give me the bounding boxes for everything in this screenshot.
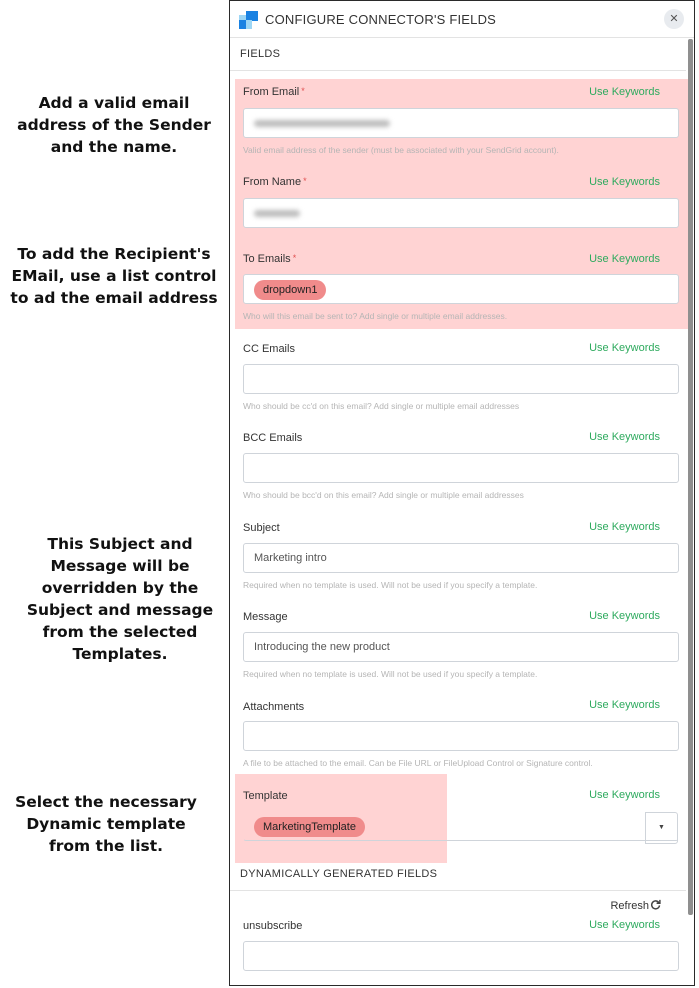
bcc-emails-use-keywords[interactable]: Use Keywords <box>589 431 660 443</box>
attachments-help: A file to be attached to the email. Can be File URL or FileUpload Control or Signature control. <box>243 758 593 768</box>
bcc-emails-field[interactable] <box>243 453 679 483</box>
to-emails-label: To Emails * <box>243 253 297 265</box>
template-label: Template <box>243 790 288 802</box>
attachments-field[interactable] <box>243 721 679 751</box>
to-emails-chip[interactable]: dropdown1 <box>254 280 326 300</box>
annotation-sender: Add a valid email address of the Sender and the name. <box>17 94 211 156</box>
template-chip[interactable]: MarketingTemplate <box>254 817 365 837</box>
cc-emails-help: Who should be cc'd on this email? Add single or multiple email addresses <box>243 401 520 411</box>
unsubscribe-use-keywords[interactable]: Use Keywords <box>589 919 660 931</box>
annotation-recipient: To add the Recipient's EMail, use a list control to ad the email address <box>10 245 218 307</box>
from-email-use-keywords[interactable]: Use Keywords <box>589 86 660 98</box>
configure-fields-dialog <box>229 0 695 986</box>
bcc-emails-label: BCC Emails <box>243 432 303 444</box>
close-icon[interactable]: ✕ <box>664 9 684 29</box>
template-select[interactable] <box>243 811 679 841</box>
to-emails-help: Who will this email be sent to? Add single or multiple email addresses. <box>243 311 508 321</box>
cc-emails-use-keywords[interactable]: Use Keywords <box>589 342 660 354</box>
refresh-icon <box>650 899 661 910</box>
dynamic-section-title: DYNAMICALLY GENERATED FIELDS <box>240 868 438 880</box>
template-use-keywords[interactable]: Use Keywords <box>589 789 660 801</box>
message-label: Message <box>243 611 288 623</box>
cc-emails-field[interactable] <box>243 364 679 394</box>
divider <box>230 890 686 891</box>
to-emails-use-keywords[interactable]: Use Keywords <box>589 253 660 265</box>
to-emails-field[interactable] <box>243 274 679 304</box>
from-name-field[interactable] <box>243 198 679 228</box>
attachments-use-keywords[interactable]: Use Keywords <box>589 699 660 711</box>
from-email-help: Valid email address of the sender (must be associated with your SendGrid account). <box>243 145 559 155</box>
fields-section-title: FIELDS <box>240 48 281 60</box>
bcc-emails-help: Who should be bcc'd on this email? Add single or multiple email addresses <box>243 490 524 500</box>
attachments-label: Attachments <box>243 701 305 713</box>
unsubscribe-label: unsubscribe <box>243 920 303 932</box>
from-name-label: From Name * <box>243 176 307 188</box>
message-field[interactable]: Introducing the new product <box>243 632 679 662</box>
subject-help: Required when no template is used. Will not be used if you specify a template. <box>243 580 538 590</box>
scrollbar[interactable] <box>688 39 693 915</box>
subject-label: Subject <box>243 522 280 534</box>
dialog-header <box>230 1 694 38</box>
annotation-subject: This Subject and Message will be overridden by the Subject and message from the selected Templates. <box>26 535 214 663</box>
divider <box>230 70 686 71</box>
cc-emails-label: CC Emails <box>243 343 295 355</box>
chevron-down-icon[interactable]: ▼ <box>645 812 678 844</box>
message-help: Required when no template is used. Will not be used if you specify a template. <box>243 669 538 679</box>
subject-use-keywords[interactable]: Use Keywords <box>589 521 660 533</box>
from-email-label: From Email * <box>243 86 305 98</box>
annotation-template: Select the necessary Dynamic template from the list. <box>15 793 197 855</box>
app-logo-icon <box>239 10 259 30</box>
message-use-keywords[interactable]: Use Keywords <box>589 610 660 622</box>
dialog-title: CONFIGURE CONNECTOR'S FIELDS <box>265 12 497 27</box>
refresh-button[interactable]: Refresh <box>610 899 661 912</box>
from-name-use-keywords[interactable]: Use Keywords <box>589 176 660 188</box>
unsubscribe-field[interactable] <box>243 941 679 971</box>
from-email-field[interactable] <box>243 108 679 138</box>
subject-field[interactable]: Marketing intro <box>243 543 679 573</box>
